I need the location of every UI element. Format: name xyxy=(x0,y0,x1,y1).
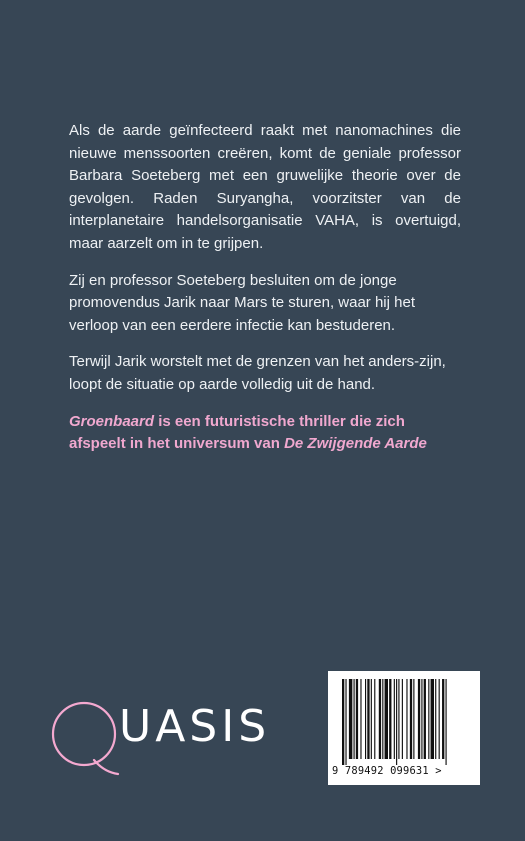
barcode-bar xyxy=(418,679,420,759)
barcode-bar xyxy=(356,679,358,759)
blurb-paragraph-1: Als de aarde geïnfecteerd raakt met nanomachines die nieuwe menssoorten creëren, komt de geniale professor Barbara Soeteberg met een gruwelijke theorie over de gevolgen. Raden Suryangha, voorzitster van de interplanetaire handelsorganisatie VAHA, is overtuigd, maar aarzelt om in te grijpen. xyxy=(69,122,461,252)
barcode-bar xyxy=(428,679,429,759)
barcode-bar xyxy=(410,679,412,759)
barcode-bar xyxy=(413,679,414,759)
barcode-bar xyxy=(424,679,426,759)
tagline-text: is een futuristische thriller die zich afspeelt in het universum van xyxy=(69,412,405,453)
barcode-bar xyxy=(396,679,397,765)
barcode-bar xyxy=(367,679,369,759)
barcode-bar xyxy=(389,679,391,759)
blurb-paragraph-3: Terwijl Jarik worstelt met de grenzen van het anders-zijn, loopt de situatie op aarde volledig uit de hand. xyxy=(69,353,446,393)
back-cover-blurb xyxy=(69,120,461,470)
barcode-bar xyxy=(442,679,444,759)
barcode-bar xyxy=(439,679,440,759)
blurb-paragraph-2: Zij en professor Soeteberg besluiten om de jonge promovendus Jarik naar Mars te sturen, waar hij het verloop van een eerdere infectie kan bestuderen. xyxy=(69,271,415,334)
publisher-logo xyxy=(42,690,282,780)
barcode-bar xyxy=(365,679,366,759)
barcode-bar xyxy=(354,679,355,759)
barcode-bar xyxy=(398,679,399,759)
barcode-bar xyxy=(371,679,372,759)
barcode-bar xyxy=(435,679,436,759)
barcode-bar xyxy=(342,679,344,765)
barcode-bars xyxy=(328,671,480,767)
barcode-bar xyxy=(379,679,381,759)
blurb-tagline xyxy=(69,411,461,456)
book-title: Groenbaard xyxy=(69,412,155,430)
barcode-bar xyxy=(431,679,434,759)
barcode-bar xyxy=(345,679,346,765)
barcode-bar xyxy=(446,679,447,765)
logo-wordmark: UASIS xyxy=(119,701,271,752)
universe-title: De Zwijgende Aarde xyxy=(284,435,427,453)
isbn-barcode xyxy=(328,671,480,785)
barcode-bar xyxy=(349,679,352,759)
barcode-bar xyxy=(421,679,422,759)
barcode-bar xyxy=(406,679,407,759)
barcode-bar xyxy=(394,679,395,759)
barcode-bar xyxy=(402,679,403,759)
barcode-bar xyxy=(382,679,383,759)
barcode-bar xyxy=(360,679,361,759)
barcode-bar xyxy=(385,679,388,759)
barcode-bar xyxy=(374,679,375,759)
isbn-number: 9 789492 099631 > xyxy=(332,765,442,777)
